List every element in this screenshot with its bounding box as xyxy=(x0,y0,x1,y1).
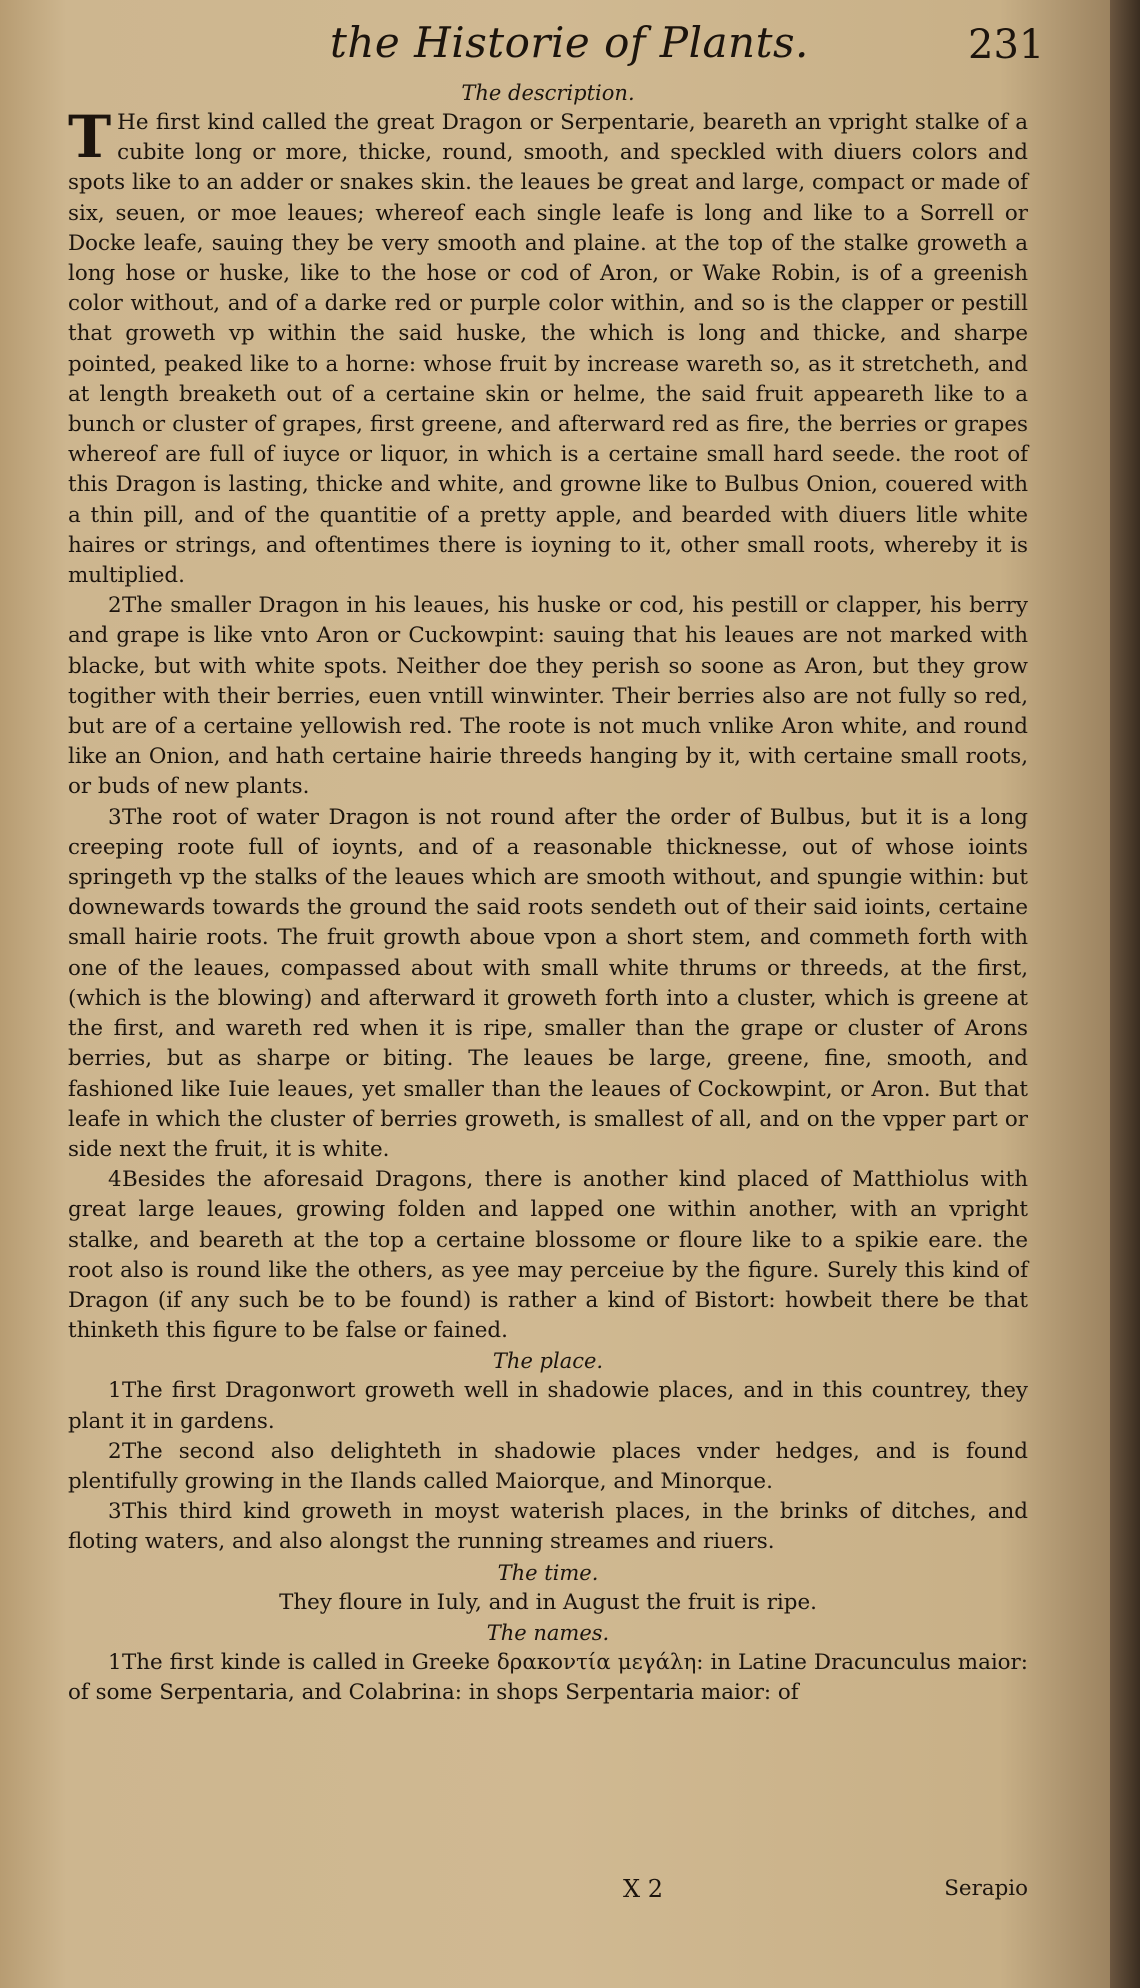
description-paragraph-2 xyxy=(68,591,1028,802)
description-paragraph-1 xyxy=(68,103,1028,591)
paragraph-number: 3 xyxy=(108,804,122,830)
paragraph-text: This third kind groweth in moyst waterish places, in the brinks of ditches, and floting waters, and also alongst the running streames and riuers. xyxy=(68,1499,1028,1555)
page-number: 231 xyxy=(968,22,1045,68)
section-heading-time: The time. xyxy=(497,1560,599,1585)
running-head: the Historie of Plants. xyxy=(330,18,809,67)
names-paragraph-1 xyxy=(68,1648,1028,1708)
description-paragraph-3 xyxy=(68,803,1028,1165)
paragraph-text: The second also delighteth in shadowie places vnder hedges, and is found plentifully growing in the Ilands called Maiorque, and Minorque. xyxy=(68,1438,1028,1494)
paragraph-text: The first Dragonwort groweth well in shadowie places, and in this countrey, they plant it in gardens. xyxy=(68,1378,1028,1434)
section-heading-names: The names. xyxy=(486,1620,610,1645)
paragraph-number: 1 xyxy=(108,1378,122,1404)
place-paragraph-2 xyxy=(68,1437,1028,1497)
paragraph-number: 2 xyxy=(108,1438,122,1464)
paragraph-number: 1 xyxy=(108,1649,122,1675)
paragraph-text: The smaller Dragon in his leaues, his huske or cod, his pestill or clapper, his berry and grape is like vnto Aron or Cuckowpint: sauing that his leaues are not marked with blacke, but with white spots. Neither doe they perish so soone as Aron, but they grow togither with their berries, euen vntill winwinter. Their berries also are not fully so red, but are of a certaine yellowish red. The roote is not much vnlike Aron white, and round like an Onion, and hath certaine hairie threeds hanging by it, with certaine small roots, or buds of new plants. xyxy=(68,593,1028,800)
page-body xyxy=(68,78,1028,1708)
binding-edge xyxy=(1110,0,1140,1988)
description-paragraph-4 xyxy=(68,1165,1028,1346)
paragraph-text: Besides the aforesaid Dragons, there is another kind placed of Matthiolus with great large leaues, growing folden and lapped one within another, with an vpright stalke, and beareth at the top a certaine blossome or floure like to a spikie eare. the root also is round like the others, as yee may perceiue by the figure. Surely this kind of Dragon (if any such be to be found) is rather a kind of Bistort: howbeit there be that thinketh this figure to be false or fained. xyxy=(68,1167,1028,1344)
paragraph-text: The first kinde is called in Greeke δρακοντία μεγάλη: in Latine Dracunculus maior: of some Serpentaria, and Colabrina: in shops Serpentaria maior: of xyxy=(68,1649,1028,1705)
section-heading-place: The place. xyxy=(492,1349,604,1374)
place-paragraph-1 xyxy=(68,1376,1028,1436)
paragraph-number: 4 xyxy=(108,1167,122,1193)
section-heading-description: The description. xyxy=(461,81,635,105)
signature-mark: X 2 xyxy=(623,1875,663,1903)
drop-cap: T xyxy=(68,103,112,171)
time-text: They floure in Iuly, and in August the fruit is ripe. xyxy=(279,1589,817,1615)
place-paragraph-3 xyxy=(68,1497,1028,1557)
catchword: Serapio xyxy=(944,1876,1028,1901)
paragraph-number: 2 xyxy=(108,593,122,619)
paragraph-text: He first kind called the great Dragon or Serpentarie, beareth an vpright stalke of a cubite long or more, thicke, round, smooth, and speckled with diuers colors and spots like to an adder or snakes skin. the leaues be great and large, compact or made of six, seuen, or moe leaues; whereof each single leafe is long and like to a Sorrell or Docke leafe, sauing they be very smooth and plaine. at the top of the stalke groweth a long hose or huske, like to the hose or cod of Aron, or Wake Robin, is of a greenish color without, and of a darke red or purple color within, and so is the clapper or pestill that groweth vp within the said huske, the which is long and thicke, and sharpe pointed, peaked like to a horne: whose fruit by increase wareth so, as it stretcheth, and at length breaketh out of a certaine skin or helme, the said fruit appeareth like to a bunch or cluster of grapes, first greene, and afterward red as fire, the berries or grapes whereof are full of iuyce or liquor, in which is a certaine small hard seede. the root of this Dragon is lasting, thicke and white, and growne like to Bulbus Onion, couered with a thin pill, and of the quantitie of a pretty apple, and bearded with diuers litle white haires or strings, and oftentimes there is ioyning to it, other small roots, whereby it is multiplied. xyxy=(68,110,1028,589)
paragraph-text: The root of water Dragon is not round after the order of Bulbus, but it is a long creeping roote full of ioynts, and of a reasonable thicknesse, out of whose ioints springeth vp the stalks of the leaues which are smooth without, and spungie within: but downewards towards the ground the said roots sendeth out of their said ioints, certaine small hairie roots. The fruit growth aboue vpon a short stem, and commeth forth with one of the leaues, compassed about with small white thrums or threeds, at the first, (which is the blowing) and afterward it groweth forth into a cluster, which is greene at the first, and wareth red when it is ripe, smaller than the grape or cluster of Arons berries, but as sharpe or biting. The leaues be large, greene, fine, smooth, and fashioned like Iuie leaues, yet smaller than the leaues of Cockowpint, or Aron. But that leafe in which the cluster of berries groweth, is smallest of all, and on the vpper part or side next the fruit, it is white. xyxy=(68,804,1028,1162)
paragraph-number: 3 xyxy=(108,1499,122,1525)
